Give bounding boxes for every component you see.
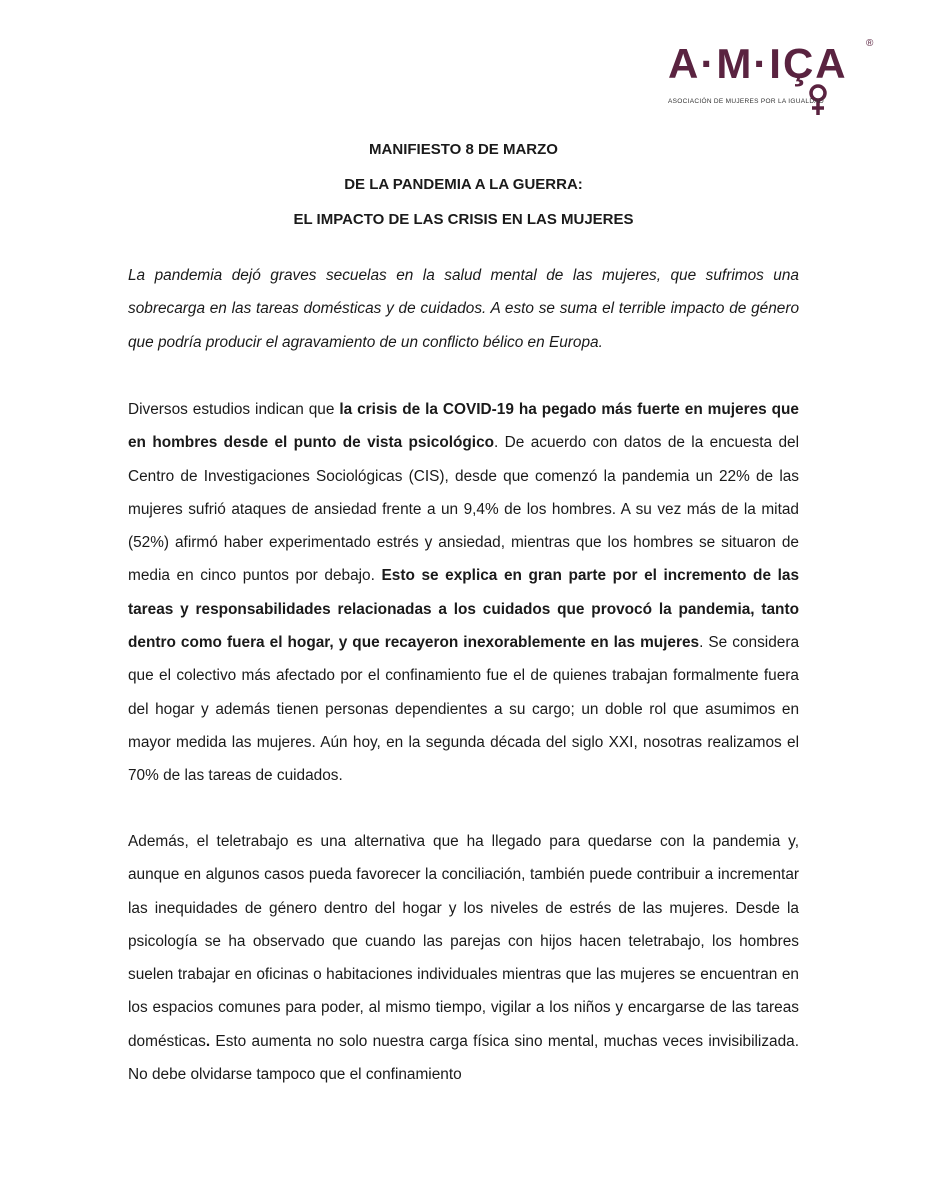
p1-bold-2: Esto se explica en gran parte por el incremento de las tareas y responsabilidades relacionadas a los cuidados que provocó la pandemia, tanto dentro como fuera el hogar, y que recayeron inexorablemente en las mujeres bbox=[128, 567, 800, 652]
title-line-2: DE LA PANDEMIA A LA GUERRA: bbox=[344, 176, 583, 193]
p1-text-2: . De acuerdo con datos de la encuesta del Centro de Investigaciones Sociológicas (CIS), desde que comenzó la pandemia un 22% de las mujeres sufrió ataques de ansiedad frente a un 9,4% de los hombres. A su vez más de la mitad (52%) afirmó haber experimentado estrés y ansiedad, mientras que los hombres se situaron de media en cinco puntos por debajo. bbox=[128, 434, 799, 585]
amiga-logo bbox=[668, 38, 880, 118]
document-title bbox=[128, 132, 799, 237]
p1-text-3: . Se considera que el colectivo más afectado por el confinamiento fue el de quienes trabajan formalmente fuera del hogar y además tienen personas dependientes a su cargo; un doble rol que asumimos en mayor medida las mujeres. Aún hoy, en la segunda década del siglo XXI, nosotras realizamos el 70% de las tareas de cuidados. bbox=[128, 634, 800, 785]
logo-tagline: ASOCIACIÓN DE MUJERES POR LA IGUALDAD bbox=[668, 98, 824, 105]
title-line-1: MANIFIESTO 8 DE MARZO bbox=[369, 141, 558, 158]
p1-bold-1: la crisis de la COVID-19 ha pegado más fuerte en mujeres que en hombres desde el punto de vista psicológico bbox=[128, 401, 799, 452]
p2-text-1: Además, el teletrabajo es una alternativa que ha llegado para quedarse con la pandemia y, aunque en algunos casos pueda favorecer la conciliación, también puede contribuir a incrementar las inequidades de género dentro del hogar y los niveles de estrés de las mujeres. Desde la psicología se ha observado que cuando las parejas con hijos hacen teletrabajo, los hombres suelen trabajar en oficinas o habitaciones individuales mientras que las mujeres se encuentran en los espacios comunes para poder, al mismo tiempo, vigilar a los niños y encargarse de las tareas domésticas bbox=[128, 833, 799, 1050]
p2-bold-1: . bbox=[205, 1032, 211, 1050]
body-paragraph-1 bbox=[128, 393, 799, 793]
p1-text-1: Diversos estudios indican que bbox=[128, 401, 340, 418]
registered-mark: ® bbox=[866, 38, 874, 49]
logo-wordmark: A·M·IÇA bbox=[668, 40, 848, 87]
body-paragraph-2 bbox=[128, 825, 799, 1091]
title-line-3: EL IMPACTO DE LAS CRISIS EN LAS MUJERES bbox=[293, 211, 634, 228]
intro-paragraph: La pandemia dejó graves secuelas en la salud mental de las mujeres, que sufrimos una sobrecarga en las tareas domésticas y de cuidados. A esto se suma el terrible impacto de género que podría producir el agravamiento de un conflicto bélico en Europa. bbox=[128, 267, 799, 351]
p2-text-2: Esto aumenta no solo nuestra carga física sino mental, muchas veces invisibilizada. No debe olvidarse tampoco que el confinamiento bbox=[128, 1032, 799, 1084]
